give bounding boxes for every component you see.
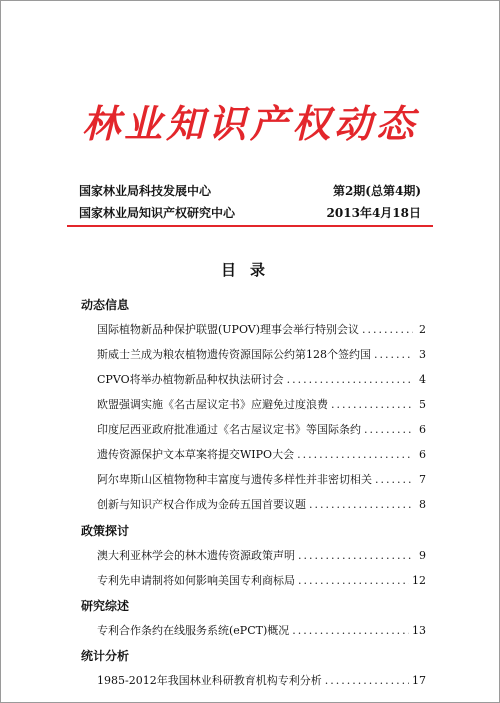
dot-leader: [292, 624, 409, 637]
dot-leader: [331, 398, 413, 411]
toc-entry-page: 7: [419, 473, 426, 486]
dot-leader: [325, 674, 409, 687]
toc-entry-title: 斯威士兰成为粮农植物遗传资源国际公约第128个签约国: [97, 348, 371, 361]
toc-entry-page: 3: [419, 348, 426, 361]
toc-entry-title: 专利先申请制将如何影响美国专利商标局: [97, 574, 295, 587]
toc-entry-page: 9: [419, 549, 426, 562]
header-row-1: [79, 182, 421, 199]
issue-number: 第2期(总第4期): [332, 184, 421, 198]
issuer-2: 国家林业局知识产权研究中心: [79, 206, 236, 220]
toc-entry-title: 欧盟强调实施《名古屋议定书》应避免过度浪费: [97, 398, 328, 411]
toc-entry[interactable]: [97, 471, 426, 487]
toc-section-heading: 研究综述: [81, 599, 130, 613]
toc-entry-title: 遗传资源保护文本草案将提交WIPO大会: [97, 448, 295, 461]
dot-leader: [298, 549, 413, 562]
toc-entry-title: 阿尔卑斯山区植物物种丰富度与遗传多样性并非密切相关: [97, 473, 372, 486]
toc-entry-title: 澳大利亚林学会的林木遗传资源政策声明: [97, 549, 295, 562]
toc-entry-title: CPVO将举办植物新品种权执法研讨会: [97, 373, 284, 386]
toc-entry[interactable]: [97, 396, 426, 412]
toc-entry-page: 6: [419, 423, 426, 436]
toc-entry[interactable]: [97, 371, 426, 387]
toc-entry-title: 专利合作条约在线服务系统(ePCT)概况: [97, 624, 290, 637]
toc-section-heading: 政策探讨: [81, 524, 130, 538]
toc-entry-page: 2: [419, 323, 426, 336]
toc-entry-page: 5: [419, 398, 426, 411]
toc-entry[interactable]: [97, 672, 426, 688]
toc-entry-page: 6: [419, 448, 426, 461]
dot-leader: [374, 348, 413, 361]
issue-date: 2013年4月18日: [326, 206, 421, 220]
toc-entry[interactable]: [97, 496, 426, 512]
dot-leader: [298, 574, 409, 587]
toc-entry-title: 印度尼西亚政府批准通过《名古屋议定书》等国际条约: [97, 423, 361, 436]
toc-entry[interactable]: [97, 547, 426, 563]
issuer-1: 国家林业局科技发展中心: [79, 184, 212, 198]
publication-title: 林业知识产权动态: [81, 102, 418, 146]
toc-entry-title: 国际植物新品种保护联盟(UPOV)理事会举行特别会议: [97, 323, 360, 336]
toc-entry[interactable]: [97, 622, 426, 638]
toc-title: 目录: [220, 261, 279, 279]
toc-entry-title: 1985-2012年我国林业科研教育机构专利分析: [97, 674, 322, 687]
toc-entry[interactable]: [97, 446, 426, 462]
toc-entry-title: 创新与知识产权合作成为金砖五国首要议题: [97, 498, 306, 511]
toc-section-heading: 统计分析: [81, 649, 130, 663]
dot-leader: [362, 323, 413, 336]
toc-entry-page: 12: [412, 574, 426, 587]
dot-leader: [375, 473, 413, 486]
toc-entry[interactable]: [97, 321, 426, 337]
dot-leader: [364, 423, 413, 436]
dot-leader: [297, 448, 413, 461]
toc-entry-page: 13: [412, 624, 426, 637]
toc-entry[interactable]: [97, 572, 426, 588]
toc-entry-page: 8: [419, 498, 426, 511]
toc-entry-page: 17: [412, 674, 426, 687]
toc-entry[interactable]: [97, 421, 426, 437]
toc-entry[interactable]: [97, 346, 426, 362]
dot-leader: [309, 498, 413, 511]
header-row-2: [79, 204, 421, 221]
dot-leader: [287, 373, 413, 386]
header-divider: [67, 225, 433, 227]
toc-entry-page: 4: [419, 373, 426, 386]
toc-section-heading: 动态信息: [81, 298, 130, 312]
